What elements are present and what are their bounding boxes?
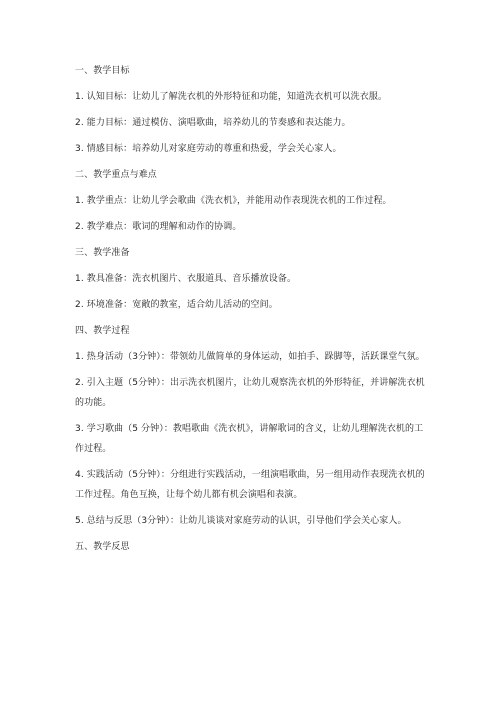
section-heading-objectives: 一、教学目标 bbox=[75, 66, 130, 76]
section-heading-key-points: 二、教学重点与难点 bbox=[75, 170, 157, 180]
document-body bbox=[75, 64, 425, 566]
list-item: 5. 总结与反思（3分钟）：让幼儿谈谈对家庭劳动的认识，引导他们学会关心家人。 bbox=[75, 516, 407, 526]
list-item: 3. 学习歌曲（5 分钟）：教唱歌曲《洗衣机》，讲解歌词的含义，让幼儿理解洗衣机的工作过程。 bbox=[75, 424, 424, 454]
list-item: 2. 环境准备：宽敞的教室，适合幼儿活动的空间。 bbox=[75, 300, 278, 310]
list-item: 2. 引入主题（5分钟）：出示洗衣机图片，让幼儿观察洗衣机的外形特征，并讲解洗衣机的功能。 bbox=[75, 378, 425, 408]
list-item: 1. 教学重点：让幼儿学会歌曲《洗衣机》，并能用动作表现洗衣机的工作过程。 bbox=[75, 196, 392, 206]
section-heading-process: 四、教学过程 bbox=[75, 326, 130, 336]
list-item: 3. 情感目标：培养幼儿对家庭劳动的尊重和热爱，学会关心家人。 bbox=[75, 144, 342, 154]
list-item: 1. 教具准备：洗衣机图片、衣服道具、音乐播放设备。 bbox=[75, 274, 297, 284]
section-heading-preparation: 三、教学准备 bbox=[75, 248, 130, 258]
section-heading-reflection: 五、教学反思 bbox=[75, 542, 130, 552]
list-item: 2. 教学难点：歌词的理解和动作的协调。 bbox=[75, 222, 242, 232]
list-item: 1. 认知目标：让幼儿了解洗衣机的外形特征和功能，知道洗衣机可以洗衣服。 bbox=[75, 92, 388, 102]
list-item: 4. 实践活动（5分钟）：分组进行实践活动，一组演唱歌曲，另一组用动作表现洗衣机的工作过程。角色互换，让每个幼儿都有机会演唱和表演。 bbox=[75, 470, 425, 500]
list-item: 2. 能力目标：通过模仿、演唱歌曲，培养幼儿的节奏感和表达能力。 bbox=[75, 118, 351, 128]
list-item: 1. 热身活动（3分钟）：带领幼儿做简单的身体运动，如拍手、跺脚等，活跃课堂气氛。 bbox=[75, 352, 425, 362]
